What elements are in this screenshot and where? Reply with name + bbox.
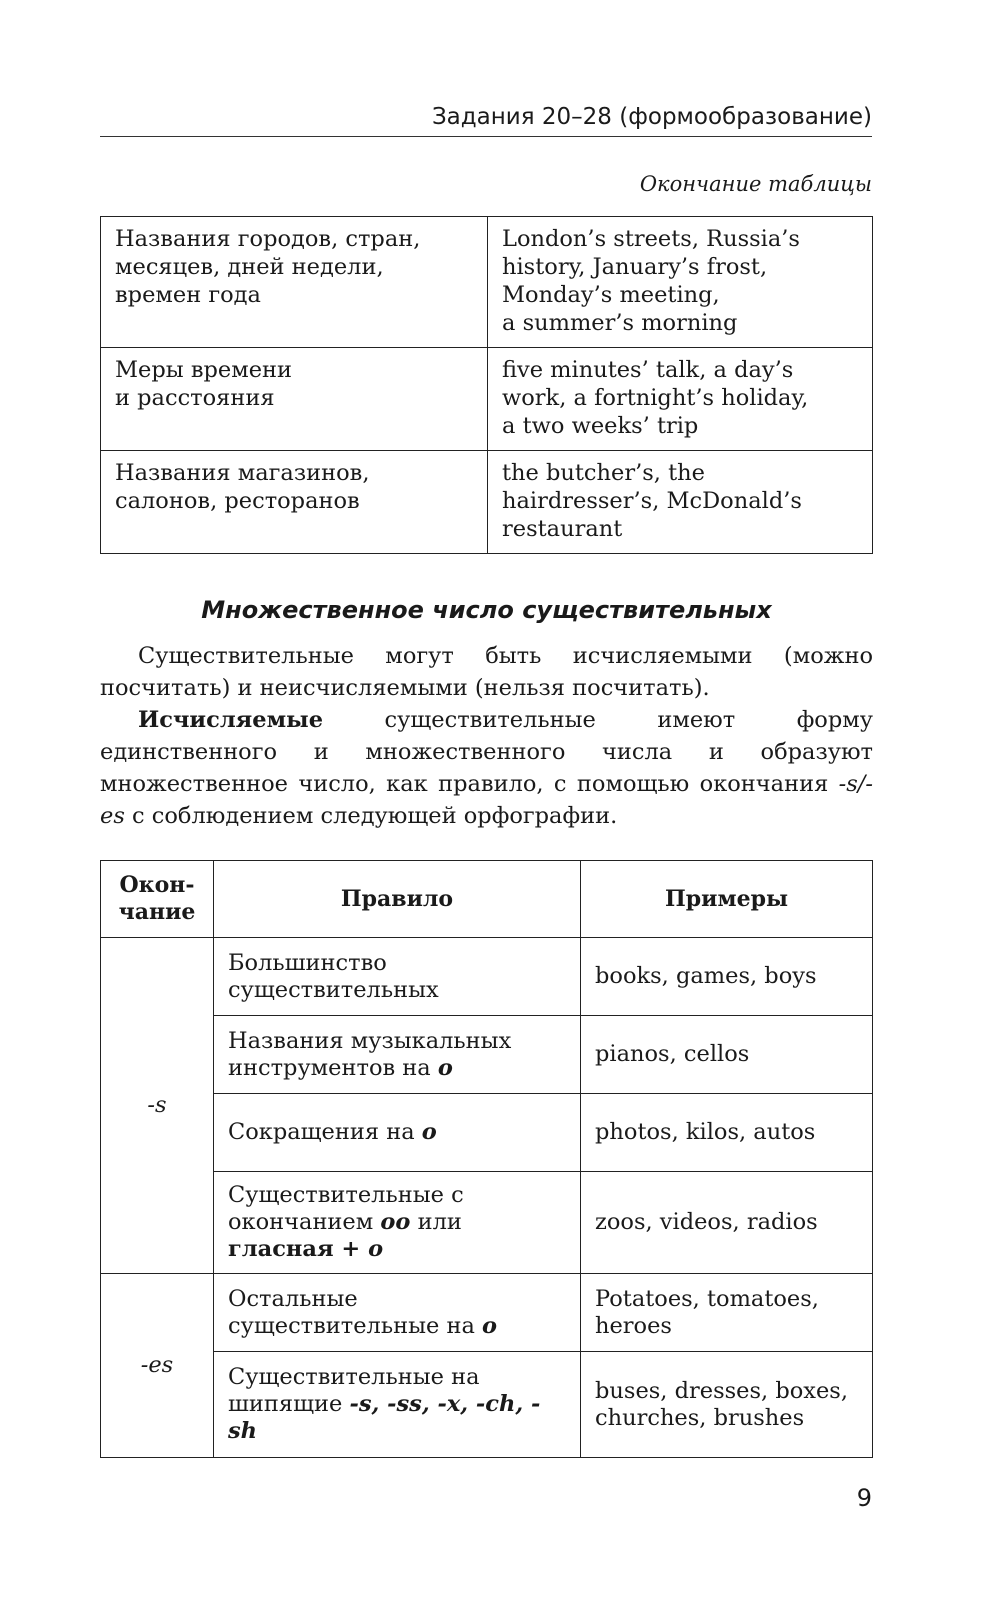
possessive-case-table (100, 216, 873, 554)
rule-cell: Названия музыкальных инструментов на o (214, 1016, 581, 1094)
table-row (101, 1274, 873, 1352)
table-row (101, 217, 873, 348)
examples-cell: London’s streets, Russia’s history, January’s frost, Monday’s meeting, a summer’s morning (488, 217, 873, 348)
table-row (101, 938, 873, 1016)
header-rule: Правило (214, 861, 581, 938)
ending-cell: -es (101, 1274, 214, 1458)
section-title: Множественное число существительных (201, 596, 772, 624)
examples-cell: zoos, videos, radios (581, 1172, 873, 1274)
rule-cell: Остальные существительные на o (214, 1274, 581, 1352)
table-continuation-note: Окончание таблицы (639, 172, 872, 196)
examples-cell: five minutes’ talk, a day’s work, a fortnight’s holiday, a two weeks’ trip (488, 348, 873, 451)
paragraph-countable-plural: Исчисляемые существительные имеют форму единственного и множественного числа и образуют множественное число, как правило, с помощью окончания -s/-es с соблюдением следующей орфографии. (100, 707, 873, 829)
table-row (101, 1016, 873, 1094)
examples-cell: buses, dresses, boxes, churches, brushes (581, 1352, 873, 1458)
examples-cell: photos, kilos, autos (581, 1094, 873, 1172)
header-examples: Примеры (581, 861, 873, 938)
examples-cell: Potatoes, tomatoes, heroes (581, 1274, 873, 1352)
header-ending: Окон- чание (101, 861, 214, 938)
running-header (100, 104, 872, 137)
page-number: 9 (856, 1484, 872, 1512)
examples-cell: pianos, cellos (581, 1016, 873, 1094)
rule-cell: Большинство существительных (214, 938, 581, 1016)
examples-cell: books, games, boys (581, 938, 873, 1016)
examples-cell: the butcher’s, the hairdresser’s, McDonald’s restaurant (488, 451, 873, 554)
table-header-row (101, 861, 873, 938)
table-row (101, 451, 873, 554)
table-row (101, 1094, 873, 1172)
category-cell: Названия магазинов, салонов, ресторанов (101, 451, 488, 554)
category-cell: Меры времени и расстояния (101, 348, 488, 451)
table-row (101, 1172, 873, 1274)
rule-cell: Существительные на шипящие -s, -ss, -x, -ch, -sh (214, 1352, 581, 1458)
table-row (101, 1352, 873, 1458)
running-title: Задания 20–28 (формообразование) (431, 104, 872, 130)
table-row (101, 348, 873, 451)
rule-cell: Существительные с окончанием oo или гласная + o (214, 1172, 581, 1274)
paragraph-countable-uncountable: Существительные могут быть исчисляемыми (можно посчитать) и неисчисляемыми (нельзя посчитать). (100, 643, 873, 701)
category-cell: Названия городов, стран, месяцев, дней недели, времен года (101, 217, 488, 348)
rule-cell: Сокращения на o (214, 1094, 581, 1172)
ending-cell: -s (101, 938, 214, 1274)
plural-rules-table (100, 860, 873, 1458)
